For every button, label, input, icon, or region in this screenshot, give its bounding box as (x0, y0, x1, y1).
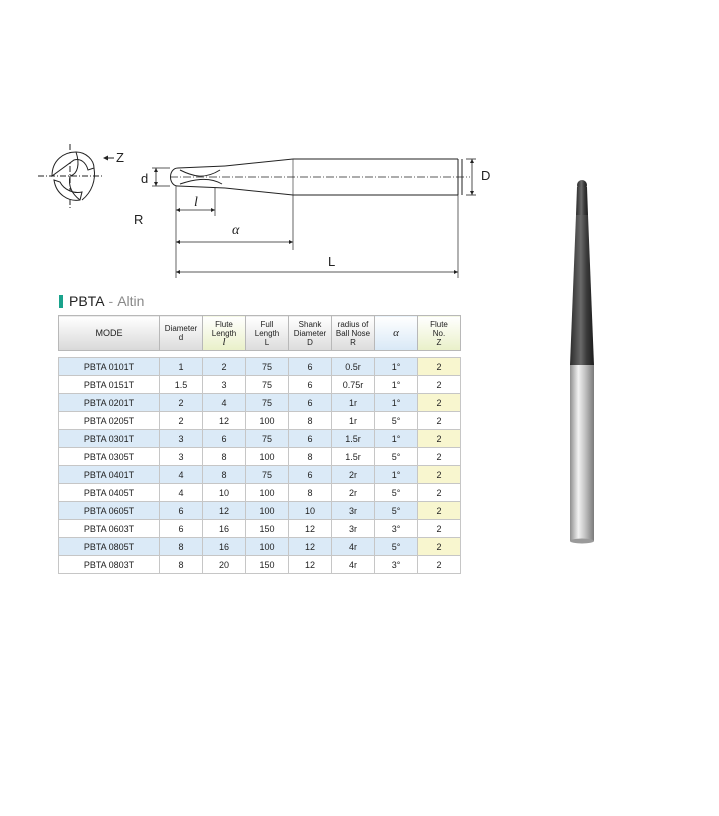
cell-shank-diameter: 6 (289, 394, 332, 412)
cell-full-length: 100 (246, 412, 289, 430)
cell-flute-length: 10 (203, 484, 246, 502)
cell-flute-length: 12 (203, 502, 246, 520)
cell-diameter: 1.5 (160, 376, 203, 394)
cell-mode: PBTA 0101T (59, 358, 160, 376)
cell-alpha: 1° (375, 430, 418, 448)
cell-mode: PBTA 0401T (59, 466, 160, 484)
cell-mode: PBTA 0151T (59, 376, 160, 394)
header-shank-diameter: Shank Diameter D (289, 316, 332, 351)
cell-full-length: 100 (246, 538, 289, 556)
cell-diameter: 3 (160, 430, 203, 448)
cell-flute-length: 20 (203, 556, 246, 574)
cell-full-length: 75 (246, 466, 289, 484)
cell-shank-diameter: 6 (289, 358, 332, 376)
cell-radius: 1r (332, 412, 375, 430)
cell-radius: 0.5r (332, 358, 375, 376)
table-row (59, 358, 461, 376)
cell-alpha: 1° (375, 466, 418, 484)
cell-diameter: 4 (160, 466, 203, 484)
header-radius: radius of Ball Nose R (332, 316, 375, 351)
cell-mode: PBTA 0201T (59, 394, 160, 412)
cell-shank-diameter: 8 (289, 412, 332, 430)
cell-diameter: 8 (160, 556, 203, 574)
l-label: l (194, 195, 198, 210)
cell-flute-length: 3 (203, 376, 246, 394)
cell-flute-length: 8 (203, 448, 246, 466)
cell-diameter: 3 (160, 448, 203, 466)
cell-radius: 4r (332, 538, 375, 556)
end-view-icon (38, 144, 102, 210)
table-row (59, 430, 461, 448)
cell-flute-no: 2 (418, 358, 461, 376)
cell-alpha: 1° (375, 394, 418, 412)
cell-flute-length: 6 (203, 430, 246, 448)
cell-flute-no: 2 (418, 430, 461, 448)
cell-diameter: 6 (160, 502, 203, 520)
cell-radius: 1r (332, 394, 375, 412)
cell-full-length: 100 (246, 502, 289, 520)
cell-full-length: 75 (246, 358, 289, 376)
cell-flute-no: 2 (418, 466, 461, 484)
table-row (59, 376, 461, 394)
cell-full-length: 75 (246, 394, 289, 412)
product-code: PBTA (69, 293, 105, 309)
cell-flute-length: 8 (203, 466, 246, 484)
cell-flute-no: 2 (418, 412, 461, 430)
cell-alpha: 5° (375, 448, 418, 466)
cell-alpha: 1° (375, 376, 418, 394)
cell-flute-no: 2 (418, 376, 461, 394)
cell-radius: 3r (332, 502, 375, 520)
table-row (59, 448, 461, 466)
cell-diameter: 2 (160, 412, 203, 430)
cell-flute-no: 2 (418, 520, 461, 538)
cell-alpha: 5° (375, 502, 418, 520)
cell-full-length: 150 (246, 556, 289, 574)
cell-mode: PBTA 0603T (59, 520, 160, 538)
technical-drawing (30, 140, 500, 290)
cell-radius: 3r (332, 520, 375, 538)
cell-mode: PBTA 0205T (59, 412, 160, 430)
cell-shank-diameter: 8 (289, 484, 332, 502)
cell-mode: PBTA 0803T (59, 556, 160, 574)
full-length-label: L (328, 254, 336, 269)
cell-alpha: 5° (375, 538, 418, 556)
cell-shank-diameter: 12 (289, 538, 332, 556)
z-label: Z (116, 150, 124, 165)
cell-mode: PBTA 0805T (59, 538, 160, 556)
cell-flute-no: 2 (418, 448, 461, 466)
cell-mode: PBTA 0301T (59, 430, 160, 448)
table-row (59, 466, 461, 484)
cell-diameter: 8 (160, 538, 203, 556)
title-accent-bar (59, 295, 63, 308)
cell-alpha: 5° (375, 484, 418, 502)
cell-flute-length: 4 (203, 394, 246, 412)
d-label: d (141, 171, 149, 186)
cell-alpha: 5° (375, 412, 418, 430)
title-separator: - (108, 293, 114, 309)
cell-shank-diameter: 12 (289, 520, 332, 538)
cell-radius: 4r (332, 556, 375, 574)
cell-radius: 2r (332, 484, 375, 502)
header-mode: MODE (59, 316, 160, 351)
cell-radius: 1.5r (332, 448, 375, 466)
cell-full-length: 75 (246, 376, 289, 394)
shank-d-label: D (481, 168, 491, 183)
cell-diameter: 6 (160, 520, 203, 538)
cell-mode: PBTA 0605T (59, 502, 160, 520)
cell-flute-no: 2 (418, 484, 461, 502)
cell-flute-length: 16 (203, 520, 246, 538)
cell-shank-diameter: 12 (289, 556, 332, 574)
cell-flute-length: 2 (203, 358, 246, 376)
cell-full-length: 75 (246, 430, 289, 448)
table-row (59, 394, 461, 412)
header-row (59, 316, 461, 351)
alpha-label: α (232, 223, 240, 238)
cell-shank-diameter: 10 (289, 502, 332, 520)
header-diameter: Diameter d (160, 316, 203, 351)
table-row (59, 484, 461, 502)
cell-diameter: 4 (160, 484, 203, 502)
cell-flute-no: 2 (418, 538, 461, 556)
cell-radius: 2r (332, 466, 375, 484)
cell-flute-length: 16 (203, 538, 246, 556)
coating-name: Altin (117, 293, 145, 309)
cell-flute-length: 12 (203, 412, 246, 430)
cell-diameter: 1 (160, 358, 203, 376)
header-flute-no: Flute No. Z (418, 316, 461, 351)
r-label: R (134, 212, 144, 227)
cell-full-length: 150 (246, 520, 289, 538)
table-row (59, 520, 461, 538)
table-row (59, 502, 461, 520)
cell-full-length: 100 (246, 484, 289, 502)
cell-shank-diameter: 6 (289, 430, 332, 448)
cell-alpha: 1° (375, 358, 418, 376)
header-flute-length: Flute Length l (203, 316, 246, 351)
cell-alpha: 3° (375, 556, 418, 574)
cell-diameter: 2 (160, 394, 203, 412)
table-row (59, 538, 461, 556)
cell-mode: PBTA 0405T (59, 484, 160, 502)
cell-flute-no: 2 (418, 502, 461, 520)
cell-mode: PBTA 0305T (59, 448, 160, 466)
table-row (59, 556, 461, 574)
cell-flute-no: 2 (418, 556, 461, 574)
cell-radius: 0.75r (332, 376, 375, 394)
cell-shank-diameter: 8 (289, 448, 332, 466)
cell-alpha: 3° (375, 520, 418, 538)
cell-shank-diameter: 6 (289, 376, 332, 394)
cell-shank-diameter: 6 (289, 466, 332, 484)
cell-radius: 1.5r (332, 430, 375, 448)
end-mill-photo (560, 175, 604, 547)
spec-table (58, 315, 461, 574)
cell-full-length: 100 (246, 448, 289, 466)
section-title (59, 292, 144, 310)
cell-flute-no: 2 (418, 394, 461, 412)
header-alpha: α (375, 316, 418, 351)
header-full-length: Full Length L (246, 316, 289, 351)
table-row (59, 412, 461, 430)
